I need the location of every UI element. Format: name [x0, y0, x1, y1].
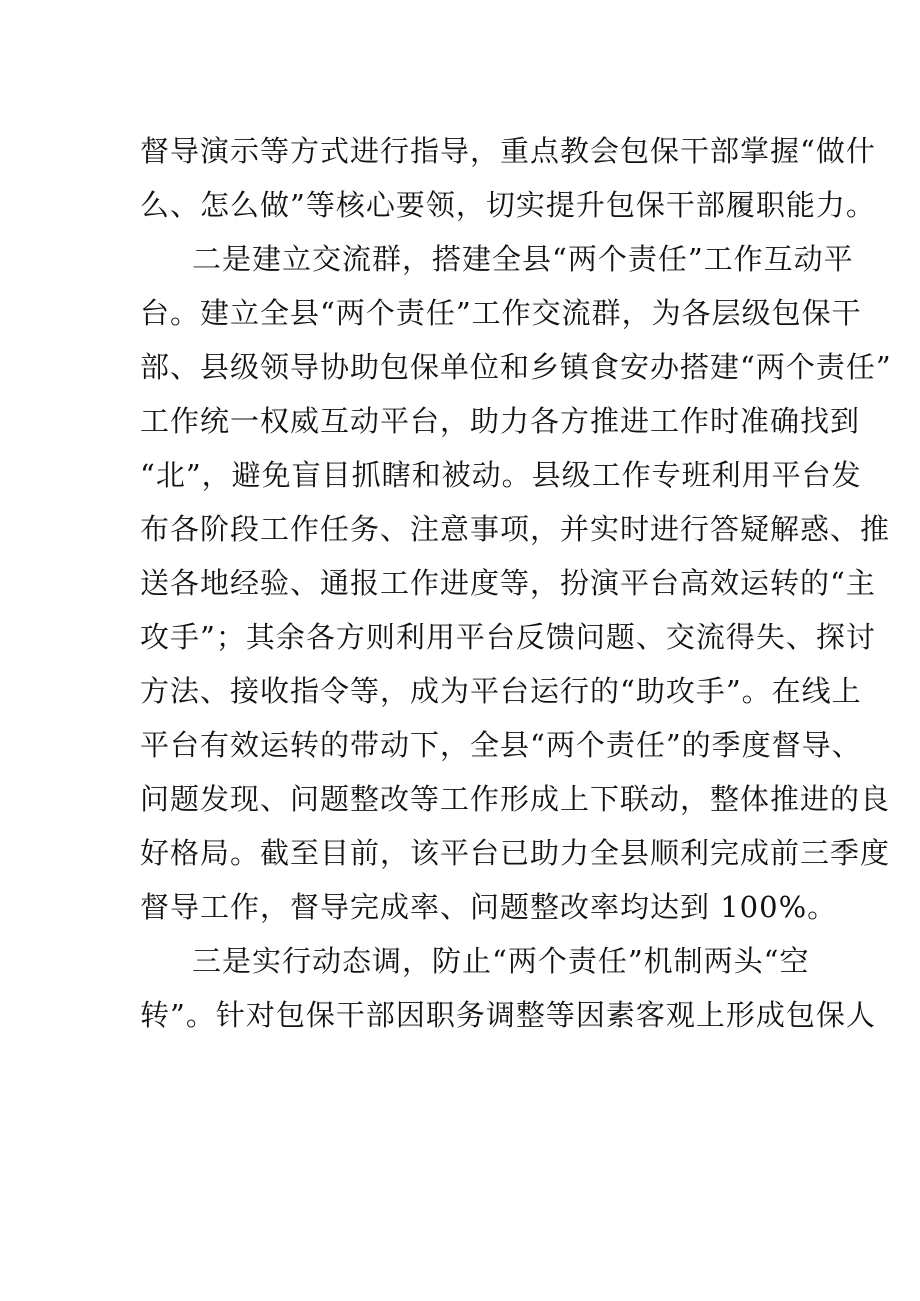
text-line: 三是实行动态调，防止“两个责任”机制两头“空	[192, 944, 810, 978]
text-line: 好格局。截至目前，该平台已助力全县顺利完成前三季度	[140, 836, 891, 870]
text-line: 台。建立全县“两个责任”工作交流群，为各层级包保干	[140, 296, 862, 330]
text-line: 部、县级领导协助包保单位和乡镇食安办搭建“两个责任”	[140, 350, 892, 384]
text-line: 督导工作，督导完成率、问题整改率均达到 100%。	[140, 890, 838, 924]
text-line: 方法、接收指令等，成为平台运行的“助攻手”。在线上	[140, 674, 862, 708]
text-line: 问题发现、问题整改等工作形成上下联动，整体推进的良	[140, 782, 891, 816]
text-line: 攻手”；其余各方则利用平台反馈问题、交流得失、探讨	[140, 620, 876, 654]
text-line: 工作统一权威互动平台，助力各方推进工作时准确找到	[140, 404, 861, 438]
text-line: 转”。针对包保干部因职务调整等因素客观上形成包保人	[140, 998, 876, 1032]
text-line: “北”，避免盲目抓瞎和被动。县级工作专班利用平台发	[140, 458, 862, 492]
text-line: 布各阶段工作任务、注意事项，并实时进行答疑解惑、推	[140, 512, 891, 546]
text-line: 二是建立交流群，搭建全县“两个责任”工作互动平	[192, 242, 854, 276]
text-line: 送各地经验、通报工作进度等，扮演平台高效运转的“主	[140, 566, 876, 600]
text-line: 么、怎么做”等核心要领，切实提升包保干部履职能力。	[140, 188, 876, 222]
text-line: 平台有效运转的带动下，全县“两个责任”的季度督导、	[140, 728, 862, 762]
text-line: 督导演示等方式进行指导，重点教会包保干部掌握“做什	[140, 134, 876, 168]
document-body	[140, 124, 892, 1042]
